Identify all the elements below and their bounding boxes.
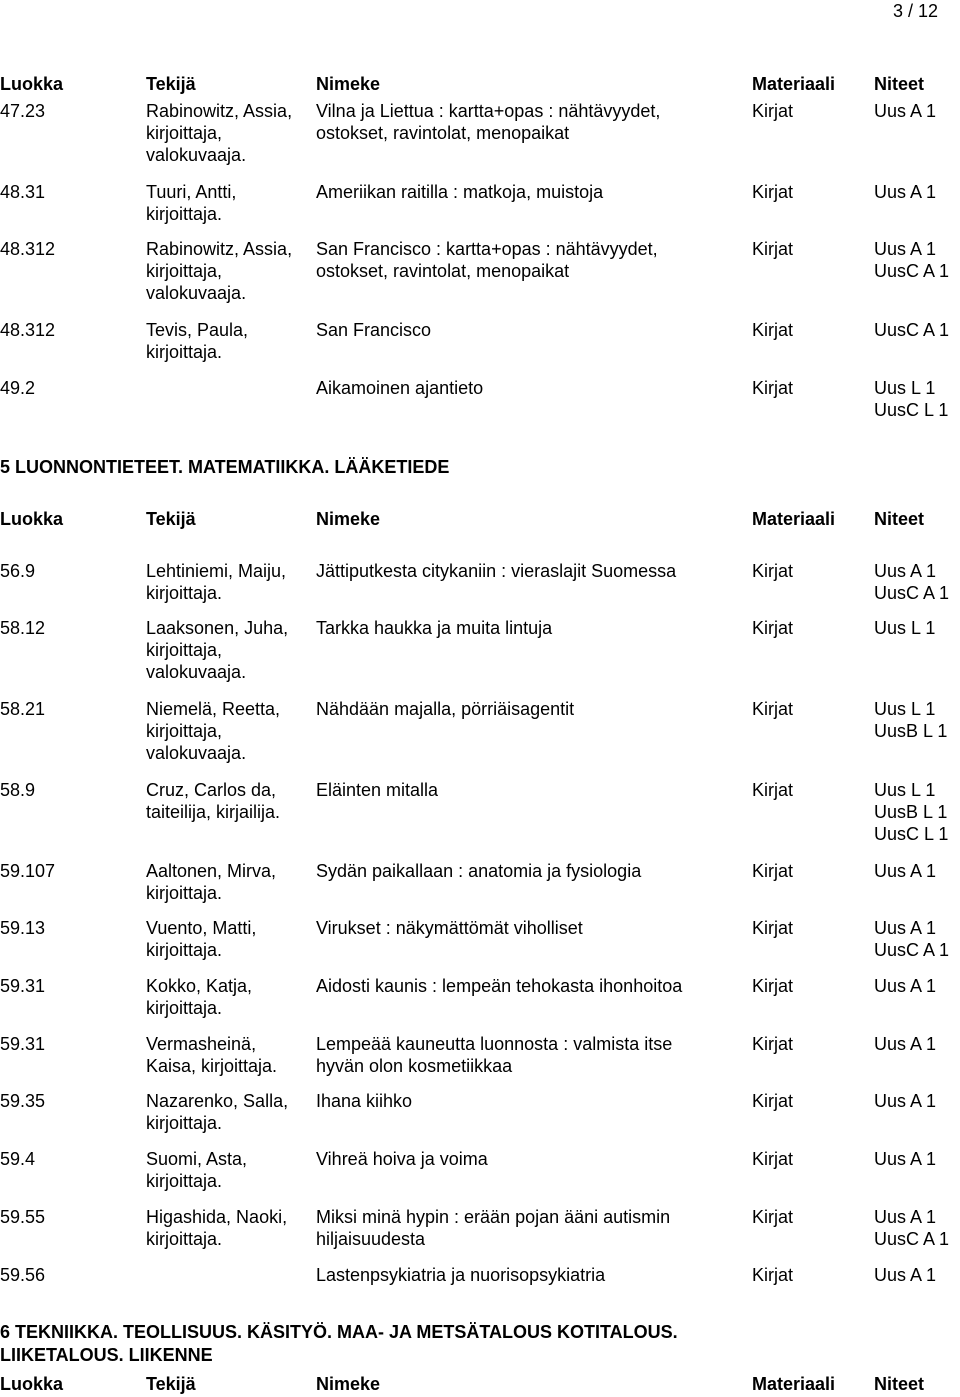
author-line: Kaisa, kirjoittaja. — [146, 1056, 278, 1076]
class-number: 59.107 — [0, 861, 56, 881]
book-title-line: Nähdään majalla, pörriäisagentit — [316, 699, 575, 719]
section-heading: LIIKETALOUS. LIIKENNE — [0, 1345, 213, 1365]
author — [146, 617, 288, 683]
author-line: valokuvaaja. — [146, 743, 247, 763]
column-header-material: Materiaali — [752, 1374, 836, 1394]
book-title — [316, 698, 574, 720]
book-title — [316, 860, 641, 882]
copies-line: UusB L 1 — [874, 721, 948, 741]
author-line: Suomi, Asta, — [146, 1149, 248, 1169]
copies — [874, 1206, 949, 1250]
book-title — [316, 1033, 672, 1077]
book-title-line: ostokset, ravintolat, menopaikat — [316, 123, 570, 143]
copies — [874, 319, 949, 341]
material-type: Kirjat — [752, 1265, 794, 1285]
book-title-line: Sydän paikallaan : anatomia ja fysiologia — [316, 861, 642, 881]
copies-line: Uus L 1 — [874, 780, 936, 800]
material-type: Kirjat — [752, 378, 794, 398]
column-header-title: Nimeke — [316, 1374, 381, 1394]
author-line: Vermasheinä, — [146, 1034, 257, 1054]
book-title — [316, 917, 583, 939]
author-line: Rabinowitz, Assia, — [146, 101, 293, 121]
author — [146, 698, 280, 764]
copies-line: Uus A 1 — [874, 239, 937, 259]
class-number: 49.2 — [0, 378, 36, 398]
copies — [874, 698, 947, 742]
book-title — [316, 1148, 488, 1170]
copies — [874, 779, 948, 845]
book-title-line: Tarkka haukka ja muita lintuja — [316, 618, 553, 638]
page-number: 3 / 12 — [892, 1, 938, 21]
copies-line: Uus A 1 — [874, 918, 937, 938]
author-line: valokuvaaja. — [146, 145, 247, 165]
book-title-line: ostokset, ravintolat, menopaikat — [316, 261, 570, 281]
book-title-line: Vihreä hoiva ja voima — [316, 1149, 488, 1169]
column-header-author: Tekijä — [146, 509, 196, 529]
copies-line: Uus A 1 — [874, 1149, 937, 1169]
class-number: 59.31 — [0, 976, 46, 996]
book-title — [316, 617, 552, 639]
book-title-line: San Francisco — [316, 320, 432, 340]
column-header-copies: Niteet — [874, 509, 925, 529]
author — [146, 100, 292, 166]
author — [146, 181, 236, 225]
copies-line: UusC L 1 — [874, 824, 949, 844]
author-line: Kokko, Katja, — [146, 976, 253, 996]
column-header-copies: Niteet — [874, 1374, 925, 1394]
copies-line: Uus L 1 — [874, 699, 936, 719]
book-title-line: Jättiputkesta citykaniin : vieraslajit Suomessa — [316, 561, 677, 581]
author-line: Lehtiniemi, Maiju, — [146, 561, 287, 581]
author-line: Tevis, Paula, — [146, 320, 249, 340]
author-line: Aaltonen, Mirva, — [146, 861, 277, 881]
class-number: 48.312 — [0, 320, 56, 340]
author — [146, 1148, 247, 1192]
author — [146, 560, 286, 604]
author-line: kirjoittaja, — [146, 640, 223, 660]
column-header-copies: Niteet — [874, 74, 925, 94]
author — [146, 1090, 288, 1134]
copies-line: Uus A 1 — [874, 182, 937, 202]
copies-line: UusC A 1 — [874, 940, 950, 960]
copies-line: UusC A 1 — [874, 583, 950, 603]
book-title-line: Aikamoinen ajantieto — [316, 378, 484, 398]
column-header-class: Luokka — [0, 509, 64, 529]
column-header-class: Luokka — [0, 1374, 64, 1394]
book-title-line: San Francisco : kartta+opas : nähtävyydet, — [316, 239, 658, 259]
copies-line: Uus A 1 — [874, 1265, 937, 1285]
author — [146, 319, 248, 363]
author-line: Vuento, Matti, — [146, 918, 257, 938]
author-line: kirjoittaja. — [146, 1113, 223, 1133]
copies-line: Uus L 1 — [874, 378, 936, 398]
class-number: 47.23 — [0, 101, 46, 121]
class-number: 58.12 — [0, 618, 46, 638]
copies — [874, 238, 949, 282]
class-number: 56.9 — [0, 561, 36, 581]
material-type: Kirjat — [752, 1091, 794, 1111]
book-title — [316, 1264, 605, 1286]
author-line: Cruz, Carlos da, — [146, 780, 277, 800]
material-type: Kirjat — [752, 699, 794, 719]
author-line: Laaksonen, Juha, — [146, 618, 289, 638]
material-type: Kirjat — [752, 561, 794, 581]
author — [146, 238, 292, 304]
author-line: kirjoittaja, — [146, 721, 223, 741]
material-type: Kirjat — [752, 618, 794, 638]
material-type: Kirjat — [752, 918, 794, 938]
copies-line: Uus A 1 — [874, 1091, 937, 1111]
book-title — [316, 560, 676, 582]
author-line: taiteilija, kirjailija. — [146, 802, 281, 822]
class-number: 59.55 — [0, 1207, 46, 1227]
author-line: kirjoittaja. — [146, 1229, 223, 1249]
material-type: Kirjat — [752, 239, 794, 259]
book-title-line: Lastenpsykiatria ja nuorisopsykiatria — [316, 1265, 606, 1285]
author-line: kirjoittaja. — [146, 204, 223, 224]
author-line: Higashida, Naoki, — [146, 1207, 288, 1227]
class-number: 48.31 — [0, 182, 46, 202]
copies — [874, 1090, 936, 1112]
book-title-line: Virukset : näkymättömät viholliset — [316, 918, 583, 938]
copies-line: Uus L 1 — [874, 618, 936, 638]
copies — [874, 1148, 936, 1170]
author-line: Tuuri, Antti, — [146, 182, 237, 202]
material-type: Kirjat — [752, 1207, 794, 1227]
column-header-title: Nimeke — [316, 74, 381, 94]
copies-line: Uus A 1 — [874, 1207, 937, 1227]
copies — [874, 1033, 936, 1055]
material-type: Kirjat — [752, 101, 794, 121]
copies — [874, 377, 948, 421]
book-title — [316, 319, 431, 341]
author-line: kirjoittaja. — [146, 1171, 223, 1191]
material-type: Kirjat — [752, 861, 794, 881]
material-type: Kirjat — [752, 1034, 794, 1054]
author-line: kirjoittaja. — [146, 940, 223, 960]
book-title — [316, 100, 660, 144]
book-title-line: hyvän olon kosmetiikkaa — [316, 1056, 513, 1076]
column-header-class: Luokka — [0, 74, 64, 94]
book-title — [316, 1206, 670, 1250]
author-line: Niemelä, Reetta, — [146, 699, 281, 719]
copies-line: Uus A 1 — [874, 561, 937, 581]
class-number: 48.312 — [0, 239, 56, 259]
material-type: Kirjat — [752, 1149, 794, 1169]
book-title — [316, 181, 603, 203]
book-title — [316, 238, 658, 282]
copies-line: Uus A 1 — [874, 861, 937, 881]
copies-line: Uus A 1 — [874, 101, 937, 121]
class-number: 58.21 — [0, 699, 46, 719]
author-line: kirjoittaja, — [146, 123, 223, 143]
copies — [874, 181, 936, 203]
book-title-line: Ihana kiihko — [316, 1091, 413, 1111]
author-line: Nazarenko, Salla, — [146, 1091, 289, 1111]
copies — [874, 917, 949, 961]
material-type: Kirjat — [752, 780, 794, 800]
book-title — [316, 975, 682, 997]
column-header-material: Materiaali — [752, 509, 836, 529]
copies-line: Uus A 1 — [874, 1034, 937, 1054]
class-number: 59.35 — [0, 1091, 46, 1111]
author — [146, 779, 280, 823]
book-title-line: Vilna ja Liettua : kartta+opas : nähtävyydet, — [316, 101, 661, 121]
section-heading: 6 TEKNIIKKA. TEOLLISUUS. KÄSITYÖ. MAA- JA METSÄTALOUS KOTITALOUS. — [0, 1322, 678, 1342]
book-title — [316, 1090, 412, 1112]
author-line: kirjoittaja. — [146, 998, 223, 1018]
author-line: valokuvaaja. — [146, 662, 247, 682]
book-title — [316, 779, 438, 801]
column-header-material: Materiaali — [752, 74, 836, 94]
book-title-line: Lempeää kauneutta luonnosta : valmista itse — [316, 1034, 673, 1054]
class-number: 59.4 — [0, 1149, 36, 1169]
book-title-line: Aidosti kaunis : lempeän tehokasta ihonhoitoa — [316, 976, 683, 996]
copies — [874, 860, 936, 882]
copies-line: UusC A 1 — [874, 261, 950, 281]
material-type: Kirjat — [752, 976, 794, 996]
author-line: kirjoittaja. — [146, 583, 223, 603]
class-number: 59.31 — [0, 1034, 46, 1054]
copies-line: UusB L 1 — [874, 802, 948, 822]
copies — [874, 100, 936, 122]
author — [146, 975, 252, 1019]
column-header-author: Tekijä — [146, 1374, 196, 1394]
copies-line: UusC A 1 — [874, 1229, 950, 1249]
section-heading: 5 LUONNONTIETEET. MATEMATIIKKA. LÄÄKETIEDE — [0, 457, 450, 477]
class-number: 58.9 — [0, 780, 36, 800]
copies — [874, 617, 935, 639]
material-type: Kirjat — [752, 182, 794, 202]
book-title-line: Ameriikan raitilla : matkoja, muistoja — [316, 182, 604, 202]
copies — [874, 560, 949, 604]
author-line: kirjoittaja. — [146, 883, 223, 903]
book-title-line: hiljaisuudesta — [316, 1229, 426, 1249]
author — [146, 860, 276, 904]
copies-line: UusC A 1 — [874, 320, 950, 340]
class-number: 59.56 — [0, 1265, 46, 1285]
copies-line: Uus A 1 — [874, 976, 937, 996]
author — [146, 1033, 277, 1077]
author-line: kirjoittaja, — [146, 261, 223, 281]
copies — [874, 975, 936, 997]
material-type: Kirjat — [752, 320, 794, 340]
copies-line: UusC L 1 — [874, 400, 949, 420]
copies — [874, 1264, 936, 1286]
book-title-line: Miksi minä hypin : erään pojan ääni autismin — [316, 1207, 671, 1227]
author-line: valokuvaaja. — [146, 283, 247, 303]
book-title — [316, 377, 483, 399]
author-line: Rabinowitz, Assia, — [146, 239, 293, 259]
column-header-title: Nimeke — [316, 509, 381, 529]
author — [146, 917, 256, 961]
author-line: kirjoittaja. — [146, 342, 223, 362]
class-number: 59.13 — [0, 918, 46, 938]
author — [146, 1206, 287, 1250]
book-title-line: Eläinten mitalla — [316, 780, 439, 800]
column-header-author: Tekijä — [146, 74, 196, 94]
